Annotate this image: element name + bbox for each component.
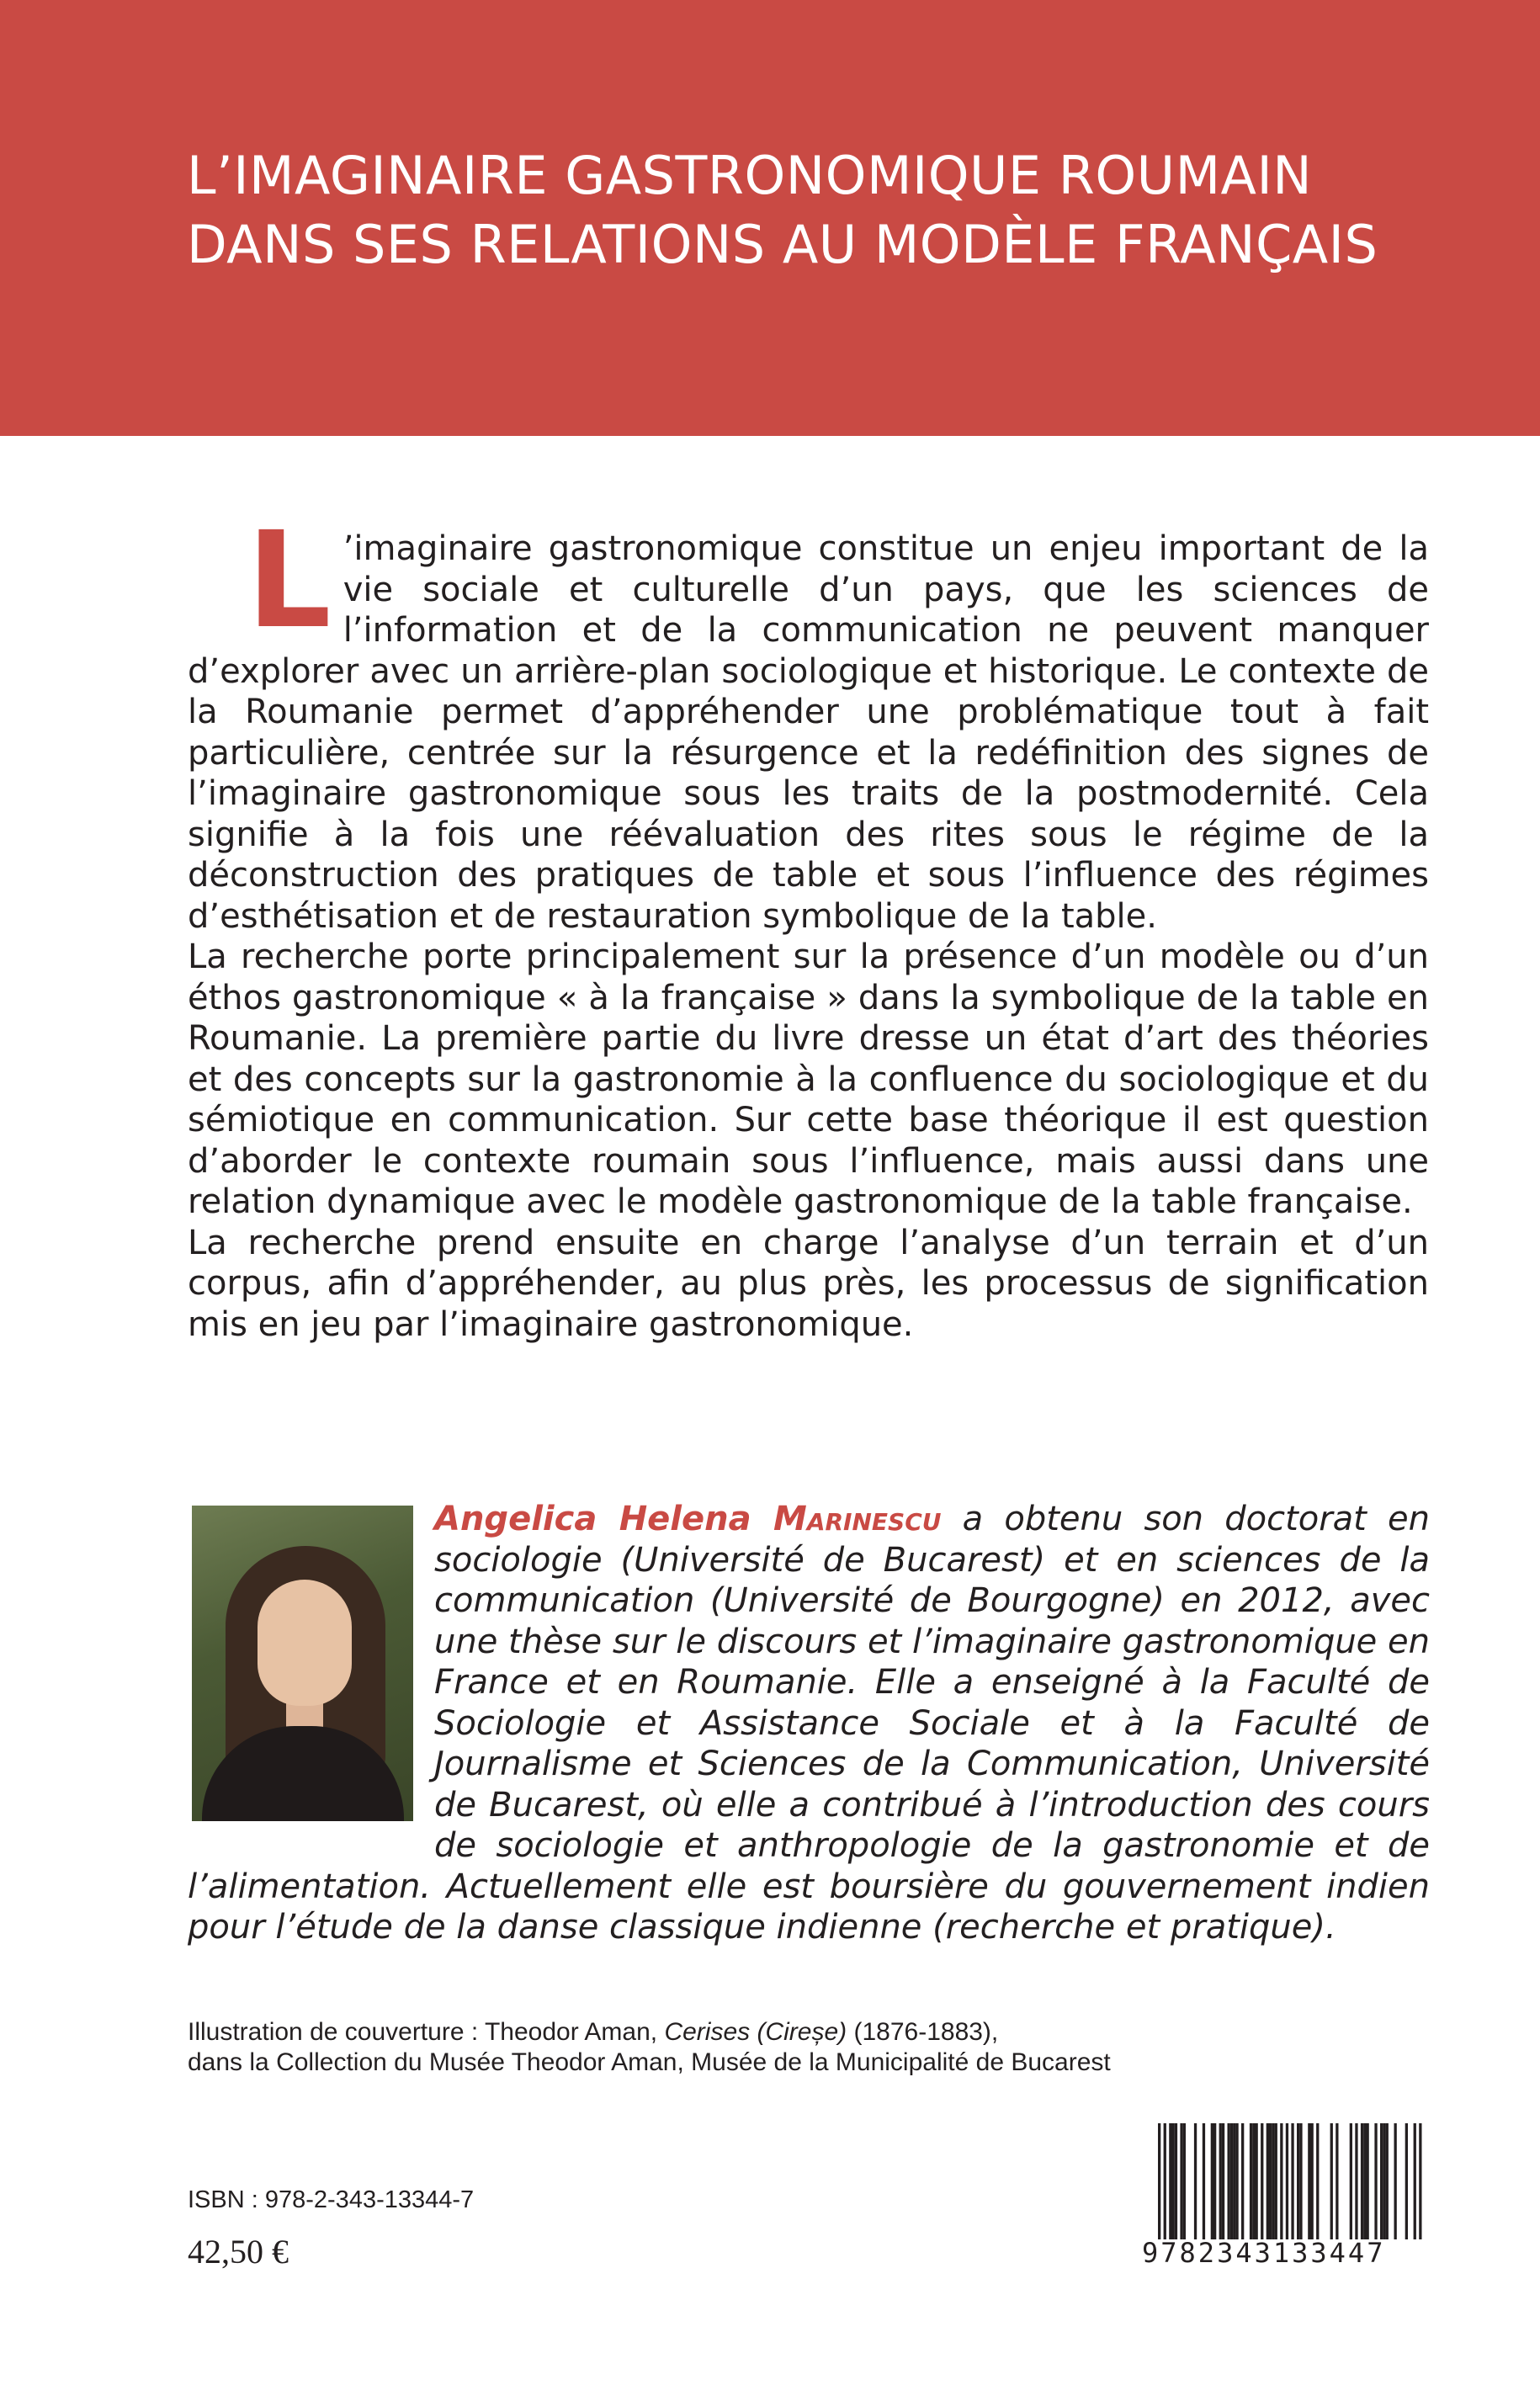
isbn: ISBN : 978-2-343-13344-7 — [188, 2186, 475, 2213]
barcode-bar — [1230, 2123, 1233, 2239]
barcode-bar — [1261, 2123, 1263, 2239]
author-last-name: Marinescu — [773, 1500, 942, 1538]
summary-paragraph-2: La recherche porte principalement sur la présence d’un modèle ou d’un éthos gastronomique « à la française » dans la symbolique de la table en Roumanie. La première partie du livre dresse un état d’art des théories et des concepts sur la gastronomie à la confluence du sociologique et du sémiotique en communication. Sur cette base théorique il est question d’aborder le contexte roumain sous l’influence, mais aussi dans une relation dynamique avec le modèle gastronomique de la table française. — [188, 938, 1429, 1221]
barcode-bar — [1180, 2123, 1182, 2239]
barcode-bar — [1367, 2123, 1369, 2239]
barcode-bar — [1380, 2123, 1383, 2239]
barcode-bar — [1213, 2123, 1216, 2239]
barcode-bar — [1311, 2123, 1314, 2239]
cover-illustration-credit — [188, 2017, 1366, 2078]
barcode-bar — [1414, 2123, 1416, 2239]
barcode-bar — [1316, 2123, 1319, 2239]
summary-paragraph-3: La recherche prend ensuite en charge l’analyse d’un terrain et d’un corpus, afin d’appréhender, au plus près, les processus de signification mis en jeu par l’imaginaire gastronomique. — [188, 1223, 1429, 1344]
barcode-bar — [1183, 2123, 1186, 2239]
barcode-bar — [1361, 2123, 1363, 2239]
credit-work-title: Cerises (Cireșe) — [664, 2018, 847, 2046]
barcode-bar — [1355, 2123, 1357, 2239]
summary-text-1: ’imaginaire gastronomique constitue un enjeu important de la vie sociale et culturelle d’un pays, que les sciences de l’information et de la communication ne peuvent manquer d’explorer avec un arrière-plan sociologique et historique. Le contexte de la Roumanie permet d’appréhender une problématique tout à fait particulière, centrée sur la résurgence et la redéfinition des signes de l’imaginaire gastronomique sous les traits de la postmodernité. Cela signifie à la fois une réévaluation des rites sous le régime de la déconstruction des pratiques de table et sous l’influence des régimes d’esthétisation et de restauration symbolique de la table. — [188, 529, 1429, 936]
barcode-bar — [1269, 2123, 1272, 2239]
barcode-bar — [1250, 2123, 1252, 2239]
barcode-bar — [1272, 2123, 1274, 2239]
book-title — [187, 141, 1449, 279]
credit-years: (1876-1883), — [847, 2018, 999, 2046]
barcode-bar — [1233, 2123, 1235, 2239]
barcode-bar — [1299, 2123, 1302, 2239]
barcode-bar — [1286, 2123, 1288, 2239]
barcode-digits: 9782343133447 — [1142, 2237, 1386, 2269]
author-bio-text: a obtenu son doctorat en sociologie (Université de Bucarest) et en sciences de la communication (Université de Bourgogne) en 2012, avec une thèse sur le discours et l’imaginaire gastronomique en France et en Roumanie. Elle a enseigné à la Faculté de Sociologie et Assistance Sociale et à la Faculté de Journalisme et Sciences de la Communication, Université de Bucarest, où elle a contribué à l’introduction des cours de sociologie et anthropologie de la gastronomie et de l’alimentation. Actuellement elle est boursière du gouvernement indien pour l’étude de la danse classique indienne (recherche et pratique). — [188, 1500, 1430, 1947]
barcode-bar — [1374, 2123, 1377, 2239]
barcode-bar — [1297, 2123, 1299, 2239]
author-name — [434, 1500, 941, 1538]
author-bio — [188, 1499, 1430, 1948]
barcode-bar — [1235, 2123, 1238, 2239]
barcode-bar — [1275, 2123, 1277, 2239]
barcode-bar — [1222, 2123, 1224, 2239]
barcode-bar — [1308, 2123, 1310, 2239]
barcode-bar — [1330, 2123, 1333, 2239]
barcode-bar — [1386, 2123, 1389, 2239]
barcode-bar — [1164, 2123, 1166, 2239]
barcode-bar — [1267, 2123, 1269, 2239]
barcode-bar — [1336, 2123, 1338, 2239]
credit-line-1 — [188, 2017, 1366, 2048]
barcode-bar — [1394, 2123, 1397, 2239]
barcode-bar — [1383, 2123, 1385, 2239]
barcode-bar — [1228, 2123, 1230, 2239]
author-first-names: Angelica Helena — [434, 1500, 774, 1538]
price: 42,50 € — [188, 2233, 289, 2271]
barcode-bar — [1280, 2123, 1282, 2239]
barcode-bar — [1203, 2123, 1205, 2239]
barcode-bar — [1175, 2123, 1177, 2239]
barcode-bar — [1211, 2123, 1213, 2239]
drop-cap: L — [247, 503, 332, 658]
barcode-bar — [1252, 2123, 1255, 2239]
title-line-1: L’IMAGINAIRE GASTRONOMIQUE ROUMAIN — [187, 145, 1313, 206]
barcode-bar — [1241, 2123, 1244, 2239]
barcode-bar — [1169, 2123, 1171, 2239]
credit-line-2: dans la Collection du Musée Theodor Aman, Musée de la Municipalité de Bucarest — [188, 2048, 1111, 2076]
barcode-bar — [1405, 2123, 1408, 2239]
barcode-bar — [1158, 2123, 1160, 2239]
barcode-bar — [1350, 2123, 1352, 2239]
book-summary — [188, 503, 1429, 1345]
barcode-bar — [1219, 2123, 1222, 2239]
summary-paragraph-1 — [188, 503, 1429, 937]
barcode-bar — [1363, 2123, 1366, 2239]
barcode-bar — [1419, 2123, 1421, 2239]
barcode-bar — [1194, 2123, 1197, 2239]
barcode-bar — [1291, 2123, 1293, 2239]
barcode-bar — [1172, 2123, 1175, 2239]
title-line-2: DANS SES RELATIONS AU MODÈLE FRANÇAIS — [187, 214, 1378, 275]
barcode-bar — [1256, 2123, 1258, 2239]
credit-prefix: Illustration de couverture : Theodor Aman, — [188, 2018, 665, 2046]
barcode-bars — [1148, 2123, 1431, 2241]
